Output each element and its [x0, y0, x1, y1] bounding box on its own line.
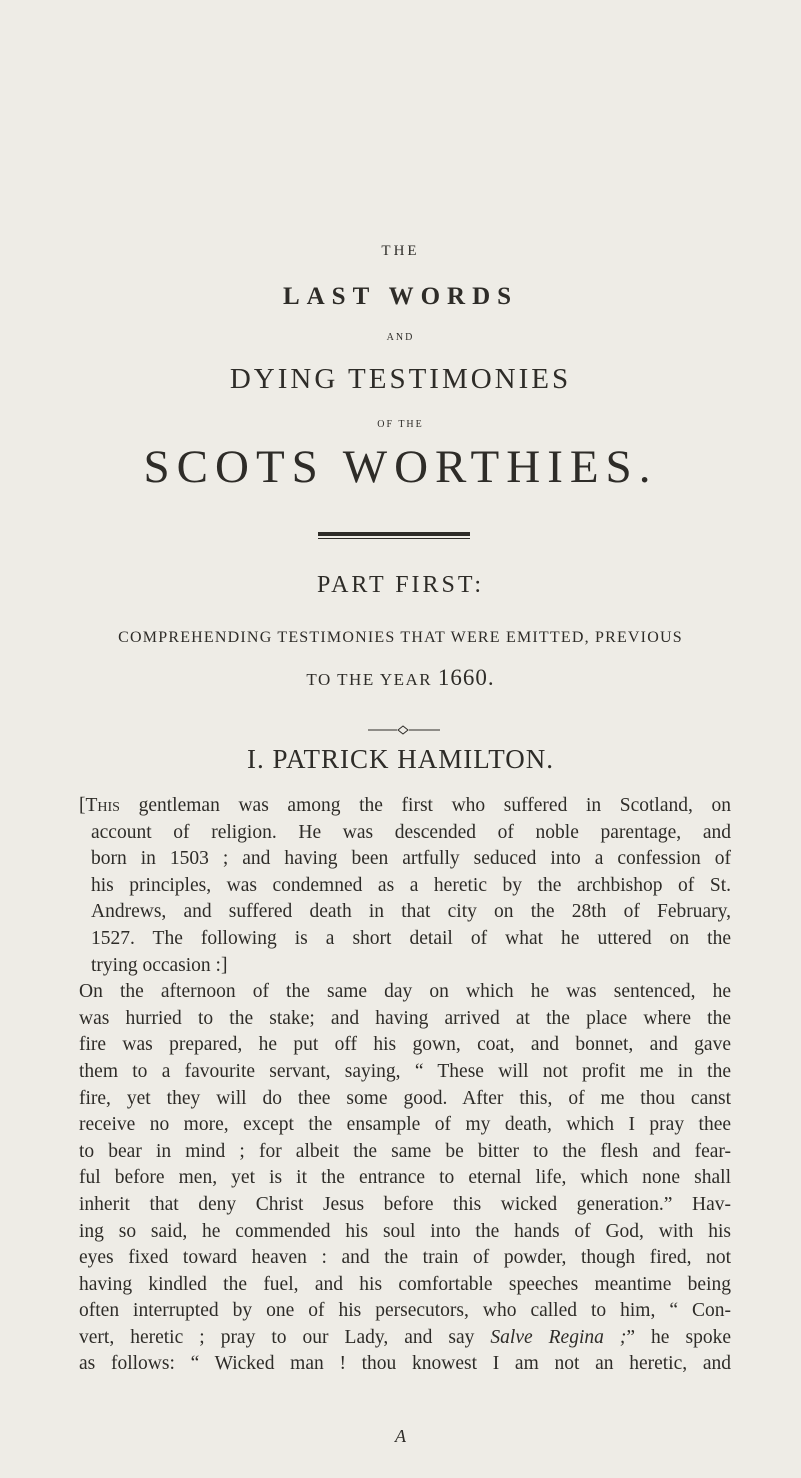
narrative-line: having kindled the fuel, and his comfortable speeches meantime being [79, 1273, 731, 1295]
part-heading: PART FIRST: [316, 572, 485, 598]
title-dying-testimonies: DYING TESTIMONIES [229, 363, 572, 395]
narrative-line: was hurried to the stake; and having arrived at the place where the [79, 1007, 731, 1029]
part-subtitle-line1: COMPREHENDING TESTIMONIES THAT WERE EMITTED, PREVIOUS [118, 629, 683, 646]
narrative-line: receive no more, except the ensample of my death, which I pray thee [79, 1114, 731, 1136]
title-and: AND [386, 332, 415, 343]
title-rule-thick [318, 532, 470, 536]
intro-line-text: gentleman was among the first who suffered in Scotland, on [119, 795, 731, 816]
body-text [79, 793, 731, 1378]
part-subtitle-line2 [0, 665, 801, 691]
salve-regina-phrase: Salve Regina ; [490, 1326, 627, 1348]
narrative-line: inherit that deny Christ Jesus before this wicked generation.” Hav- [79, 1193, 731, 1215]
title-rule-thin [318, 538, 470, 539]
part-subtitle-year: 1660. [437, 665, 495, 690]
chapter-heading: I. PATRICK HAMILTON. [246, 744, 555, 774]
narrative-line [79, 1325, 731, 1352]
signature-mark: A [395, 1426, 406, 1446]
intro-line: born in 1503 ; and having been artfully seduced into a confession of [91, 848, 731, 870]
intro-bracket: [ [79, 795, 86, 816]
narrative-line: often interrupted by one of his persecutors, who called to him, “ Con- [79, 1300, 731, 1322]
narrative-line: them to a favourite servant, saying, “ These will not profit me in the [79, 1060, 731, 1082]
intro-line: account of religion. He was descended of noble parentage, and [91, 821, 731, 843]
title-last-words: LAST WORDS [282, 283, 519, 310]
narrative-line-text: ” he spoke [626, 1326, 731, 1348]
title-of-the: OF THE [377, 419, 424, 430]
intro-line: 1527. The following is a short detail of what he uttered on the [91, 927, 731, 949]
intro-first-word: This [85, 795, 120, 816]
intro-line: Andrews, and suffered death in that city on the 28th of February, [91, 901, 731, 923]
narrative-line: to bear in mind ; for albeit the same be bitter to the flesh and fear- [79, 1140, 731, 1162]
narrative-line-text: vert, heretic ; pray to our Lady, and say [79, 1326, 491, 1348]
narrative-line: eyes fixed toward heaven : and the train of powder, though fired, not [79, 1247, 731, 1269]
narrative-line: as follows: “ Wicked man ! thou knowest I am not an heretic, and [79, 1353, 731, 1375]
intro-line: his principles, was condemned as a heretic by the archbishop of St. [91, 874, 731, 896]
intro-line: trying occasion :] [91, 954, 228, 976]
narrative-line: fire was prepared, he put off his gown, coat, and bonnet, and gave [79, 1034, 731, 1056]
title-the: THE [381, 243, 420, 259]
narrative-line: ful before men, yet is it the entrance to eternal life, which none shall [79, 1167, 731, 1189]
narrative-line: fire, yet they will do thee some good. After this, of me thou canst [79, 1087, 731, 1109]
part-subtitle-prefix: TO THE YEAR [306, 670, 438, 689]
narrative-line: ing so said, he commended his soul into the hands of God, with his [79, 1220, 731, 1242]
title-scots-worthies: SCOTS WORTHIES. [143, 441, 658, 493]
ornament-divider-icon [368, 725, 440, 735]
narrative-line: On the afternoon of the same day on which he was sentenced, he [79, 981, 731, 1003]
intro-line [79, 793, 731, 820]
